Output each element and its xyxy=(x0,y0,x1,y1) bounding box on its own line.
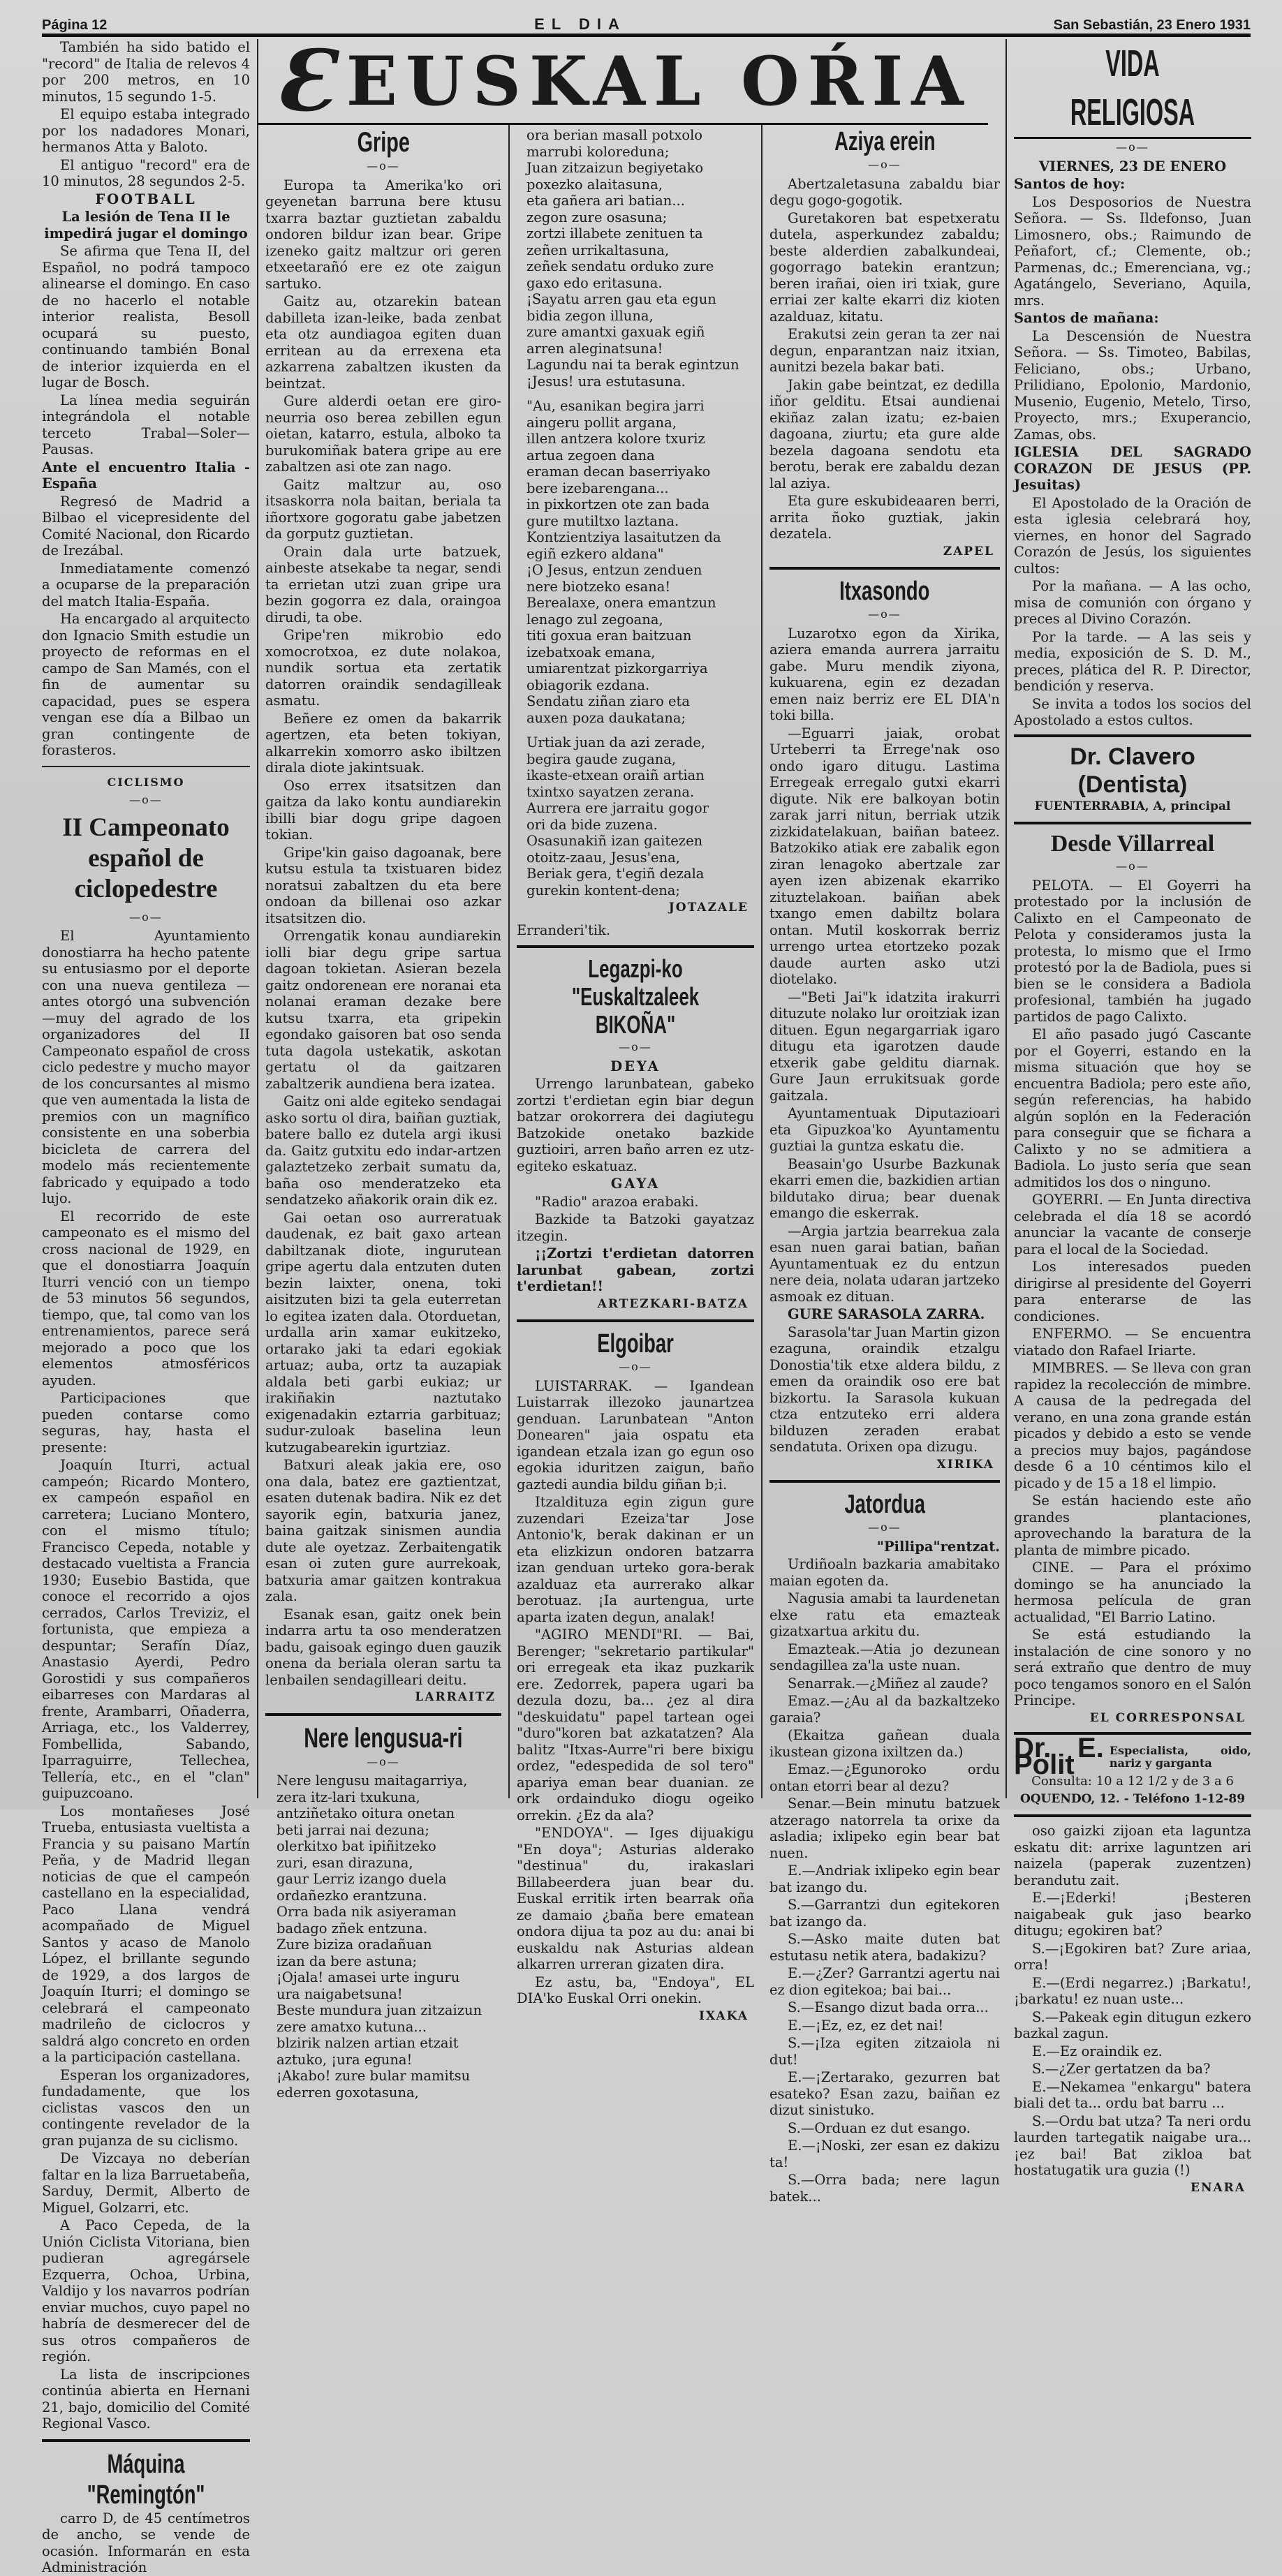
ad-address: FUENTERRABIA, A, principal xyxy=(1034,799,1231,813)
poem-line: badago zñek entzuna. xyxy=(277,1920,428,1937)
paragraph: Gaitz maltzur au, oso itsaskorra nola baitan, beriala ta iñortxore gogoratu gabe jabetzen da gorputz guztietan. xyxy=(265,476,501,542)
divider xyxy=(769,567,1000,570)
paragraph: PELOTA. — El Goyerri ha protestado por la inclusión de Calixto en el Campeonato de Pelota y consideramos justa la protesta, lo mismo que el Irmo protestó por la de Badiola, pues si bien se le considera a Badiola profesional, también ha jugado partidos de pago Calixto. xyxy=(1014,877,1251,1025)
column-rule xyxy=(1005,39,1007,1798)
paragraph: Itzaldituza egin zigun gure zuzendari Ezeiza'tar Jose Antonio'k, berak dakinan er un eta elizkizun ondoren batzarra izan genduan urteko gora-berak azalduaz eta aurrerako alkar berotuaz. ¡Ia aurtengua, urte aparta izaten degun, analak! xyxy=(517,1494,754,1625)
ornament-icon: —o— xyxy=(619,1040,652,1053)
poem-line: umiarentzat pizkorgarriya xyxy=(526,660,708,676)
signature: ZAPEL xyxy=(943,544,994,558)
paragraph: Inmediatamente comenzó a ocuparse de la preparación del match Italia-España. xyxy=(42,560,250,609)
paragraph: Beñere ez omen da bakarrik agertzen, eta beten tokiyan, alkarrekin xomorro asko ibiltzen dirala diote jakintsuak. xyxy=(265,710,501,776)
paragraph: —"Beti Jai"k idatzita irakurri dituzute nolako lur oroitziak izan dituen. Egun negargarriak igaro ditugu eta igarotzen daude etxerik gabe gelditu diarnak. Gure Jaun errukitsuak gorde gaitzala. xyxy=(769,989,1000,1104)
signature: JOTAZALE xyxy=(668,901,749,915)
poem xyxy=(517,127,754,898)
paragraph: Se está estudiando la instalación de cine sonoro y no será extraño que dentro de muy poco tengamos sonoro en el Salón Principe. xyxy=(1014,1627,1251,1708)
poem-line: ederren goxotasuna, xyxy=(277,2084,419,2101)
poem-line: nere biotzeko esana! xyxy=(526,578,671,595)
divider xyxy=(517,1319,754,1322)
article-title: Jatordua xyxy=(844,1490,925,1519)
paragraph: Por la mañana. — A las ocho, misa de comunión con órgano y preces al Divino Corazón. xyxy=(1014,578,1251,627)
poem-line: obiagorik ezdana. xyxy=(526,676,650,693)
masthead xyxy=(258,31,988,131)
paragraph: Se están haciendo este año grandes plantaciones, aprovechando la baratura de la planta de mimbre picado. xyxy=(1014,1493,1251,1558)
divider xyxy=(42,2439,250,2442)
paragraph: ENFERMO. — Se encuentra viatado don Rafael Iriarte. xyxy=(1014,1326,1251,1359)
ornament-icon: —o— xyxy=(1116,859,1149,873)
header-newspaper-name: EL DIA xyxy=(534,15,626,33)
paragraph: Los montañeses José Trueba, entusiasta vueltista a Francia y su paisano Martín Peña, y de Madrid llegan noticias de que el campeón castellano en la especialidad, Paco Llana vendrá acompañado de Miguel Santos y acaso de Manolo López, el brillante segundo de 1929, a dos largos de Joaquín Iturri; el domingo se celebrará el campeonato madrileño de ciclocros y saldrá algo concreto en orden a la participación castellana. xyxy=(42,1803,250,2065)
dedication: "Pillipa"rentzat. xyxy=(876,1538,1000,1555)
poem-line: zure amantxi gaxuak egiñ xyxy=(526,324,705,340)
poem-line: zegon zure osasuna; xyxy=(526,209,668,225)
paragraph: La lista de inscripciones continúa abierta en Hernani 21, bajo, domicilio del Comité Regional Vasco. xyxy=(42,2366,250,2431)
paragraph: LUISTARRAK. — Igandean Luistarrak illezoko jaunartzea genduan. Larunbatean "Anton Donearen" jaia ospatu eta igandean etzala izan go egun oso egokia iduritzen zaigun, baño gaztedi aundia bildu giñan b;i. xyxy=(517,1377,754,1493)
article-title: Legazpi-ko "Euskaltzaleek BIKOÑA" xyxy=(571,954,700,1039)
paragraph: —Argia jartzia bearrekua zala esan nuen garai batian, bañan Ayuntamentuak ez du entzun nere deia, nolata udaran jartzeko asmoak ez dituan. xyxy=(769,1222,1000,1305)
ad-specialty: Especialista, oido, nariz y garganta xyxy=(1109,1743,1251,1770)
dialog-line: Nagusia amabi ta laurdenetan elxe ratu eta emazteak gizatxartua arkitu du. xyxy=(769,1590,1000,1639)
poem-line: zuri, esan dirazuna, xyxy=(277,1854,413,1871)
poem-line: Sendatu ziñan ziaro eta xyxy=(526,693,691,709)
dialog-line: E.—Andriak ixlipeko egin bear bat izango du. xyxy=(769,1863,1000,1895)
dentist-ad xyxy=(1014,734,1251,825)
poem-line: zere amatxo kutuna... xyxy=(277,2018,427,2035)
poem-line: Juan zitzaizun begiyetako xyxy=(526,160,704,176)
section-label: GAYA xyxy=(610,1176,661,1192)
poem-line: aztuko, ¡ura eguna! xyxy=(277,2051,413,2068)
poem-line: illen antzera kolore txuriz xyxy=(526,431,705,447)
article-title: Gripe xyxy=(357,127,410,158)
poem-line: zeñek sendatu orduko zure xyxy=(526,258,714,274)
paragraph: A Paco Cepeda, de la Unión Ciclista Vitoriana, bien pudieran agregársele Ezquerra, Ochoa, Urbina, Valdijo y los navarros podrían enviar muchos, cuyo papel no habría de desmerecer del de sus otros compañeros de región. xyxy=(42,2217,250,2364)
poem-line: ¡Akabo! zure bular mamitsu xyxy=(277,2068,471,2084)
ornament-icon: —o— xyxy=(868,607,901,621)
poem-line: "Au, esanikan begira jarri xyxy=(526,398,705,414)
paragraph: Joaquín Iturri, actual campeón; Ricardo Montero, ex campeón español en carretera; Luciano Montero, con el mismo título; Francisco Cepeda, notable y destacado vueltista a Francia 1930; Eusebio Bastida, que conoce el recorrido a ojos cerrados, Carlos Treviziz, el fortunista, que empieza a despuntar; Serafín Díaz, Anastasio Ayerdi, Pedro Gorostidi y sus compañeros eibarreses con Mardaras al frente, Arambarri, Oñaderra, Arriaga, etc., los Valderrey, Fombellida, Sabando, Iparraguirre, Tellechea, Tellería, etc., en el "clan" guipuzcoano. xyxy=(42,1457,250,1801)
paragraph: Ayuntamentuak Diputazioari eta Gipuzkoa'ko Ayuntamentu guztiai la guntza eskatu die. xyxy=(769,1105,1000,1154)
article-title: Itxasondo xyxy=(839,577,930,606)
poem-line: poxezko alaitasuna, xyxy=(526,176,663,193)
ornament-icon: —o— xyxy=(1116,140,1149,154)
divider xyxy=(517,945,754,948)
divider xyxy=(42,766,250,767)
column-rule xyxy=(257,39,258,1798)
paragraph: Beasain'go Usurbe Bazkunak ekarri emen die, bazkidien artian bildutako dirua; bear duenak emango die eskerrak. xyxy=(769,1155,1000,1221)
poem-line: ori da bide zuzena. xyxy=(526,816,658,833)
poem-line: Orra bada nik asiyeraman xyxy=(277,1904,457,1920)
divider xyxy=(769,1480,1000,1483)
paragraph: —Eguarri jaiak, orobat Urteberri ta Errege'nak oso ondo igaro ditugu. Lastima Erregeak erregalo gutxi ekarri digute. Nik ere balkoyan botin zarak jarri nitun, berriak utzik zizkidatelakuan, baiñan bateez. Batzokiko atiak ere zabalik egon ziran lenagoko abertzale zar ayen izen abizenak ekarriko zituztelakoan. baiñan abek txango emen dabiltz bolara ontan. Mutil koskorrak berriz urrengo urtea etortzeko pozak daude aurten asko utzi diotelako. xyxy=(769,725,1000,987)
ornament-icon: —o— xyxy=(868,158,901,171)
paragraph: Bazkide ta Batzoki gayatzaz itzegin. xyxy=(517,1211,754,1244)
subheading: Ante el encuentro Italia - España xyxy=(42,459,250,491)
dialog-line: S.—Ordu bat utza? Ta neri ordu laurden tartegatik naigabe ura... ¡ez bai! Bat zikloa bat hostatugatik ura guzia (!) xyxy=(1014,2112,1251,2178)
poem-line: Zure biziza oradañuan xyxy=(277,1937,432,1953)
ornament-icon: —o— xyxy=(619,1360,652,1373)
paragraph: MIMBRES. — Se lleva con gran rapidez la recolección de mimbre. A causa de la pedregada del verano, en una zona grande están picados y debido a esto se vende a precios muy bajos, pagándose desde 6 a 10 céntimos kilo el picado y de 15 a 18 el limpio. xyxy=(1014,1360,1251,1491)
header-dateline: San Sebastián, 23 Enero 1931 xyxy=(1053,17,1251,33)
poem-line: lenago zul zegoana, xyxy=(526,611,663,628)
dialog-line: S.—Orra bada; nere lagun batek... xyxy=(769,2172,1000,2205)
divider xyxy=(265,1713,501,1716)
poem-line: Aurrera ere jarraitu gogor xyxy=(526,800,709,816)
paragraph: Se afirma que Tena II, del Español, no podrá tampoco alinearse el domingo. En caso de no hacerlo el notable interior realista, Besoll ocupará su puesto, continuando también Bonal de interior izquierda en el lugar de Bosch. xyxy=(42,243,250,390)
paragraph: Luzarotxo egon da Xirika, aziera emanda aurrera jarraitu gabe. Muru mendik ziyona, kukuarena, egin ez dezadan emen naiz berriz ere EL DIA'n toki billa. xyxy=(769,625,1000,723)
paragraph: "ENDOYA". — Iges dijuakigu "En doya"; Asturias alderako "destinua" du, irakaslari Billabeerdera juan bear du. Euskal erritik irten bearrak oña ze damaio ¿baña bere ematean ondora dijua ta poz au du: anai bi euskaldu nak Asturias aldean alkarren urreran gizaten dira. xyxy=(517,1825,754,1972)
paragraph: Gai oetan oso aurreratuak daudenak, ez bait gaxo artean dabiltzanak diote, ingurutean gripe agertu dala entzuten duten bezin laixter, onena, toki aisitzuten bizi ta gela euterretan lo egitea izaten dala. Otorduetan, urdalla arin xamar eukitzeko, ortarako jaki ta edari egokiak artuaz; auba, ortz ta auzapiak aldala beti garbi eukiaz; ur irakiñakin naztutako exigenadakin eztarria garbituaz; sudur-zuloak baselina leun kutzugabearekin igurtziaz. xyxy=(265,1209,501,1456)
poem-line: ¡O Jesus, entzun zenduen xyxy=(526,562,702,578)
poem-line: izan da bere astuna; xyxy=(277,1953,418,1969)
dialog-line: E.—¡Noski, zer esan ez dakizu ta! xyxy=(769,2138,1000,2170)
paragraph: Esperan los organizadores, fundadamente, que los ciclistas vascos den un contingente revelador de la gran pujanza de su ciclismo. xyxy=(42,2066,250,2149)
paragraph: "AGIRO MENDI"RI. — Bai, Berenger; "sekretario partikular" ori erregeak eta ikaz puzkarik ere. Zedorrek, papera ugari ba dezula dozu, ba... ¿ez al dira "deskuidatu" papel tartean ogei "duro"koren bat azkatatzen? Ala balitz "Itxas-Aurre"ri bere bixigu ordez, "edespedida de sol tero" apariya eman bear duanian. ze ork ordainduko diogu ogeiko orrekin. ¿Ez da ala? xyxy=(517,1627,754,1823)
dialog-line: S.—Pakeak egin ditugun ezkero bazkal zagun. xyxy=(1014,2008,1251,2041)
article-title: Desde Villarreal xyxy=(1050,831,1215,857)
signature: EL CORRESPONSAL xyxy=(1089,1710,1246,1725)
paragraph: Por la tarde. — A las seis y media, exposición de S. D. M., preces, plática del R. P. Director, bendición y reserva. xyxy=(1014,628,1251,694)
poem-line: auxen poza daukatana; xyxy=(526,709,686,726)
paragraph: Erakutsi zein geran ta zer nai degun, enparantzan naiz itxian, aunitzi bezela bakar bati. xyxy=(769,326,1000,375)
column-rule xyxy=(508,123,510,1798)
subheading: Santos de hoy: xyxy=(1014,176,1126,192)
poem-line: Osasunakiñ izan gaitezen xyxy=(526,833,703,849)
paragraph: La línea media seguirán integrándola el notable terceto Trabal—Soler—Pausas. xyxy=(42,392,250,457)
poem-line: ¡Ojala! amasei urte inguru xyxy=(277,1969,460,1985)
doctor-ad xyxy=(1014,1732,1251,1817)
poem-line: ¡Sayatu arren gau eta egun xyxy=(526,291,716,307)
ornament-icon: —o— xyxy=(367,159,400,172)
paragraph: Jakin gabe beintzat, ez dedilla iñor gelditu. Etsai aundienai ekiñaz zalan izatu; ez-baien dagoana, ziurtu; eta gure alde bezela dagoana sendotu eta berotu, berak ere zabaldu dezan lal aziya. xyxy=(769,376,1000,491)
dialog-line: S.—Asko maite duten bat estutasu netik atera, badakizu? xyxy=(769,1931,1000,1964)
paragraph: Oso errex itsatsitzen dan gaitza da lako kontu aundiarekin ibilli biar dogu gripe dagoen tokian. xyxy=(265,777,501,843)
paragraph: Se invita a todos los socios del Apostolado a estos cultos. xyxy=(1014,695,1251,728)
paragraph: De Vizcaya no deberían faltar en la liza Barruetabeña, Sarduy, Dermit, Alberto de Miguel, Golzarri, etc. xyxy=(42,2150,250,2216)
paragraph: Participaciones que pueden contarse como seguras, hay, hasta el presente: xyxy=(42,1390,250,1456)
article-title: Nere lengusua-ri xyxy=(304,1722,463,1754)
poem-line: ordañezko erantzuna. xyxy=(277,1887,427,1904)
paragraph: También ha sido batido el "record" de Italia de relevos 4 por 200 metros, en 10 minutos, 15 segundo 1-5. xyxy=(42,39,250,105)
ornament-icon: —o— xyxy=(367,1754,400,1768)
column-1 xyxy=(42,39,250,2575)
paragraph: Sarasola'tar Juan Martin gizon ezaguna, oraindik etzalgu Donostia'tik etxe aldera bildu, z emen da oraindik oso ere bat bizkortu. Ia Sarasola kukuan ctza entzuteko erri aldera bilduzen zeraden erabat sendatuta. Orixen opa dizugu. xyxy=(769,1324,1000,1455)
paragraph: Regresó de Madrid a Bilbao el vicepresidente del Comité Nacional, don Ricardo de Irezábal. xyxy=(42,493,250,558)
poem-line: arren aleginatsuna! xyxy=(526,340,663,357)
poem-line: ura naigabetsuna! xyxy=(277,1985,403,2002)
column-4 xyxy=(769,127,1001,2205)
poem-line: zera itz-lari txukuna, xyxy=(277,1789,420,1805)
paragraph: La Descensión de Nuestra Señora. — Ss. Timoteo, Babilas, Feliciano, obs.; Urbano, Prilidiano, Epolonio, Mardonio, Musenio, Eugenio, Metelo, Tirso, Proyecto, mrs.; Exuperancio, Zamas, obs. xyxy=(1014,327,1251,443)
dialog-line: E.—(Erdi negarrez.) ¡Barkatu!, ¡barkatu! ez nuan uste... xyxy=(1014,1974,1251,2007)
poem-line: ¡Jesus! ura estutasuna. xyxy=(526,373,686,390)
poem-line: begira gaude zugana, xyxy=(526,750,677,767)
ad-title: Máquina "Remingtón" xyxy=(87,2449,205,2510)
poem-line: eta gañera ari batian... xyxy=(526,193,685,209)
paragraph: El año pasado jugó Cascante por el Goyerri, estando en la misma situación que hoy se encuentra Badiola; pero este año, según referencias, ha habido algún soplón en la Federación para conseguir que se fichara a Calixto y no se admitiera a Badiola. Lo justo sería que sean admitidos los dos o ninguno. xyxy=(1014,1026,1251,1190)
poem-line: in pixkortzen ote zan bada xyxy=(526,496,710,512)
dialog-line: S.—Garrantzi dun egitekoren bat izango da. xyxy=(769,1897,1000,1930)
poem-line: ora berian masall potxolo xyxy=(526,127,703,143)
poem-line: gurekin kontent-dena; xyxy=(526,882,680,898)
ad-title: Dr. E. Polit xyxy=(1014,1733,1104,1780)
section-label: DEYA xyxy=(610,1058,661,1074)
poem-line: Beriak gera, t'egiñ dezala xyxy=(526,866,705,882)
paragraph: Europa ta Amerika'ko ori geyenetan barruna bere ktusu txarra baztar guztietan zabaldu ondoren bildur izan bear. Gripe izeneko gaitz maltzur ori geren etxeetarañó ere ez ote zaigun sartuko. xyxy=(265,177,501,292)
ad-title: Dr. Clavero (Dentista) xyxy=(1070,743,1195,798)
dialog-line: S.—¡Egokiren bat? Zure ariaa, orra! xyxy=(1014,1940,1251,1973)
paragraph: Urrengo larunbatean, gabeko zortzi t'erdietan egin biar degun batzar orokorrera dei dagiutegu Batzokide onetako bazkide guztioiri, arren baño arren ez utz-egiteko eskatuaz. xyxy=(517,1076,754,1174)
signature: ENARA xyxy=(1190,2180,1246,2195)
poem-line: ikaste-etxean oraiñ artian xyxy=(526,767,705,783)
poem-line: zeñen urrikaltasuna, xyxy=(526,242,670,258)
subheading: GURE SARASOLA ZARRA. xyxy=(788,1306,985,1322)
paragraph: Gure alderdi oetan ere giro-neurria oso berea zebillen egun oietan, katarro, estula, alboko ta burukomiñak batera gripe au ere zabaltzen asi ote zan nago. xyxy=(265,393,501,475)
subheading: La lesión de Tena II le impedirá jugar el domingo xyxy=(44,209,248,242)
paragraph: Batxuri aleak jakia ere, oso ona dala, batez ere gaztientzat, esaten dutenak badira. Nik ez det sayorik egin, batxuria janez, baina gaitzak sinismen aundia dute ale oyetzaz. Zerbaitengatik esan oi zuten gure aurrekoak, batxuria amar gaitzen kontrakua zala. xyxy=(265,1457,501,1604)
paragraph: "Radio" arazoa erabaki. xyxy=(535,1193,699,1210)
paragraph: Orrengatik konau aundiarekin iolli biar degu gripe sartua dagoan tokietan. Asieran bezela gaitz ondorenean ere noranai eta nolanai eraman dezake bere kutsu txarra, eta gripekin egondako gaisoren bat oso senda tuta dagola ustekatik, askotan gertatu ol da gaitzaren zabaltzerik aundiena bera izatea. xyxy=(265,928,501,1092)
poem-line: eraman decan baserriyako xyxy=(526,464,711,480)
signature: IXAKA xyxy=(698,2008,749,2023)
signature: XIRIKA xyxy=(936,1457,994,1472)
section-label: FOOTBALL xyxy=(95,191,197,207)
dialog-line: Emazteak.—Atia jo dezunean sendagillea za'la uste nuan. xyxy=(769,1641,1000,1673)
ornament-icon: —o— xyxy=(129,910,163,924)
dialog-line: Emaz.—¿Egunoroko ordu ontan etorri bear al dezu? xyxy=(769,1761,1000,1794)
dialog-line: S.—¿Zer gertatzen da ba? xyxy=(1032,2061,1211,2077)
ad-hours: Consulta: 10 a 12 1/2 y de 3 a 6 xyxy=(1031,1774,1234,1789)
poem-line: titi goxua eran baitzuan xyxy=(526,628,692,644)
poem-line: artua zegoen dana xyxy=(526,447,655,464)
ornament-icon: —o— xyxy=(129,793,163,806)
ad-address: OQUENDO, 12. - Teléfono 1-12-89 xyxy=(1019,1791,1246,1806)
dialog-line: E.—Ez oraindik ez. xyxy=(1032,2043,1163,2059)
ad-text: carro D, de 45 centímetros de ancho, se vende de ocasión. Informarán en esta Administración xyxy=(42,2510,250,2575)
paragraph: ¡¡Zortzi t'erdietan datorren larunbat gabean, zortzi t'erdietan!! xyxy=(517,1245,754,1294)
poem-line: Beste mundura juan zitzaizun xyxy=(277,2002,482,2018)
poem-line: txintxo sayatzen zerana. xyxy=(526,783,695,800)
paragraph: Ez astu, ba, "Endoya", EL DIA'ko Euskal Orri onekin. xyxy=(517,1974,754,2006)
poem-line: blzirik nalzen artian etzait xyxy=(277,2035,459,2051)
poem-line: egiñ ezkero aldana" xyxy=(526,545,664,562)
paragraph: El Apostolado de la Oración de esta iglesia celebrará hoy, viernes, en honor del Sagrado Corazón de Jesús, los siguientes cultos: xyxy=(1014,494,1251,577)
dialog-line: oso gaizki zijoan eta laguntza eskatu dit: arrixe laguntzen ari naizela (paperak zuzentzen) berandutu zait. xyxy=(1014,1823,1251,1888)
poem-line: marrubi koloreduna; xyxy=(526,143,670,160)
poem-line: otoitz-zaau, Jesus'ena, xyxy=(526,849,680,866)
paragraph: GOYERRI. — En Junta directiva celebrada el día 18 se acordó anunciar la vacante de conserje para el local de la Sociedad. xyxy=(1014,1192,1251,1257)
paragraph: Los interesados pueden dirigirse al presidente del Goyerri para enterarse de las condiciones. xyxy=(1014,1259,1251,1324)
dialog-line: Urdiñoaln bazkaria amabitako maian egoten da. xyxy=(769,1556,1000,1589)
dialog-line: E.—¡Ez, ez, ez det nai! xyxy=(788,2017,944,2034)
poem xyxy=(265,1772,501,2101)
subheading: Santos de mañana: xyxy=(1014,310,1159,326)
paragraph: Gaitz au, otzarekin batean dabilleta izan-leike, bada zenbat eta otz aundiagoa egiten duan erritean au da errexena eta azkarrena zabaltzen ikusten da beintzat. xyxy=(265,293,501,392)
paragraph: Abertzaletasuna zabaldu biar degu gogo-gogotik. xyxy=(769,175,1000,208)
poem-line: Berealaxe, onera emantzun xyxy=(526,595,716,611)
masthead-ornament: Ɛ xyxy=(274,31,344,131)
poem-line: gaxo edo eritasuna. xyxy=(526,274,663,291)
section-title: VIDA RELIGIOSA xyxy=(1070,43,1195,133)
poem-line: olerkitxo bat ipiñitzeko xyxy=(277,1838,436,1854)
poem-line: Urtiak juan da azi zerade, xyxy=(526,734,706,750)
paragraph: Los Desposorios de Nuestra Señora. — Ss. Ildefonso, Juan Limosnero, obs.; Raimundo de Peñafort, cf.; Clemente, ob.; Parmenas, dc.; Emerenciana, vg.; Agatángelo, Severiano, Aquila, mrs. xyxy=(1014,193,1251,309)
paragraph: El Ayuntamiento donostiarra ha hecho patente su entusiasmo por el deporte con una nueva gentileza —antes otorgó una subvención—muy del agrado de los organizadores del II Campeonato español de cross ciclo pedestre y mucho mayor de los concursantes al mismo que ven aumentada la lista de premios con un magnífico consistente en una soberbia bicicleta de carrera del modelo más recientemente fabricado y equipado a todo lujo. xyxy=(42,928,250,1206)
poem-line: Kontzientziya lasaitutzen da xyxy=(526,529,721,545)
column-5 xyxy=(1014,39,1251,2195)
paragraph: Eta gure eskubideaaren berri, arrita ñoko guztiak, jakin dezatela. xyxy=(769,493,1000,542)
poem-line: gure mutiltxo laztana. xyxy=(526,512,679,529)
poem-line: zortzi illabete zenituen ta xyxy=(526,225,703,242)
signature: LARRAITZ xyxy=(415,1690,496,1704)
poem-line: Nere lengusu maitagarriya, xyxy=(277,1772,468,1789)
dialog-line: E.—¡Ederki! ¡Besteren naigabeak guk jaso bearko ditugu; egokiren bat? xyxy=(1014,1890,1251,1939)
dateline: Erranderi'tik. xyxy=(517,921,611,938)
dialog-line: S.—Orduan ez dut esango. xyxy=(788,2119,971,2136)
dialog-line: S.—¡Iza egiten zitzaiola ni dut! xyxy=(769,2035,1000,2068)
poem-line: Lagundu nai ta berak egintzun xyxy=(526,357,739,373)
poem-line: aingeru pollit argana, xyxy=(526,414,677,431)
paragraph: Ha encargado al arquitecto don Ignacio Smith estudie un proyecto de reformas en el campo de San Mamés, con el fin de aumentar su capacidad, pues se espera vengan ese día a Bilbao un gran contingente de forasteros. xyxy=(42,611,250,758)
paragraph: Gripe'kin gaiso dagoanak, bere kutsu estula ta txistuaren bidez noratsui zabaltzen du eta bere ondoan da billenai oso azkar itsatsitzen dio. xyxy=(265,844,501,926)
column-2 xyxy=(265,127,501,2101)
article-title: II Campeonato español de ciclopedestre xyxy=(62,813,230,903)
header-page-number: Página 12 xyxy=(42,17,108,33)
paragraph: Orain dala urte batzuek, ainbeste atsekabe ta negar, sendi ta errietan utzi zuan gripe ura bezin gogorra ez dala, oraingoa dirudi, ta obe. xyxy=(265,543,501,626)
masthead-title: EUSKAL OŔIA xyxy=(346,41,972,121)
paragraph: CINE. — Para el próximo domingo se ha anunciado la hermosa película de gran actualidad, "El Barrio Latino. xyxy=(1014,1560,1251,1625)
paragraph: Guretakoren bat espetxeratu dutela, asperkundez zabaldu; beste alderdien zabalkundeai, gogorrago batekin erantzun; beren irañai, oien iri txiak, gure erriai zer kalte ekarri diz kioten azalduaz, kitatu. xyxy=(769,209,1000,325)
section-label: CICLISMO xyxy=(107,775,185,789)
dialog-line: Senarrak.—¿Miñez al zaude? xyxy=(788,1675,989,1692)
dialog-line: E.—¿Zer? Garrantzi agertu nai ez dion egitekoa; bai bai... xyxy=(769,1965,1001,1998)
paragraph: Esanak esan, gaitz onek bein indarra artu ta oso menderatzen badu, gaisoak egingo duen gauzik onena da beriala oleran sartu ta lenbailen sendagilleari deitu. xyxy=(265,1606,501,1688)
paragraph: El equipo estaba integrado por los nadadores Monari, hermanos Atta y Baloto. xyxy=(42,106,250,155)
paragraph: Gaitz oni alde egiteko sendagai asko sortu ol dira, baiñan guztiak, batere ballo ez dutela argi ikusi da. Gaitz gutxitu edo indar-artzen galaztetzeko zerbait sumatu da, baña oso menderatzeko eta sendatzeko añakorik orain dik ez. xyxy=(265,1093,501,1208)
paragraph: Gripe'ren mikrobio edo xomocrotxoa, ez dute nolakoa, nundik sortua eta zertatik datorren oraindik sendagilleak asmatu. xyxy=(265,627,501,709)
column-rule xyxy=(761,123,762,1798)
poem-line: gaur Lerriz izango duela xyxy=(277,1871,447,1887)
poem-line: bidia zegon illuna, xyxy=(526,307,654,324)
column-3 xyxy=(517,127,754,2023)
ornament-icon: —o— xyxy=(868,1520,901,1534)
poem-line: antziñetako oitura onetan xyxy=(277,1805,455,1821)
paragraph: El antiguo "record" era de 10 minutos, 28 segundos 2-5. xyxy=(42,156,250,189)
page-header xyxy=(42,10,1251,37)
poem-line: beti jarrai nai dezuna; xyxy=(277,1821,429,1838)
dialog-line: Emaz.—¿Au al da bazkaltzeko garaia? xyxy=(769,1693,1000,1726)
signature: ARTEZKARI-BATZA xyxy=(597,1296,749,1311)
date-heading: VIERNES, 23 DE ENERO xyxy=(1038,158,1227,175)
dialog-line: E.—Nekamea "enkargu" batera biali det ta... ordu bat barru ... xyxy=(1014,2078,1251,2111)
dialog-line: E.—¡Zertarako, gezurren bat esateko? Esan zazu, baiñan ez dizut sinistuko. xyxy=(769,2069,1000,2118)
dialog-line: S.—Esango dizut bada orra... xyxy=(788,1999,989,2015)
subheading: IGLESIA DEL SAGRADO CORAZON DE JESUS (PP. Jesuitas) xyxy=(1014,444,1251,493)
dialog-line: Senar.—Bein minutu batzuek atzerago natorrela ta orixe da asladia; ixlipeko egin bear bat nuen. xyxy=(769,1796,1000,1861)
article-title: Elgoibar xyxy=(597,1329,674,1359)
paragraph: El recorrido de este campeonato es el mismo del cross nacional de 1929, en que el donostiarra Joaquín Iturri venció con un tiempo de 53 minutos 56 segundos, tiempo, que, tal como van los entrenamientos, parece será mejorado a poco que los elementos atmosféricos ayuden. xyxy=(42,1208,250,1389)
article-title: Aziya erein xyxy=(834,127,936,156)
dialog-line: (Ekaitza gañean duala ikustean gizona ixiltzen da.) xyxy=(769,1727,1000,1760)
poem-line: bere izebarengana... xyxy=(526,480,669,496)
poem-line: izebatxoak emana, xyxy=(526,644,656,660)
